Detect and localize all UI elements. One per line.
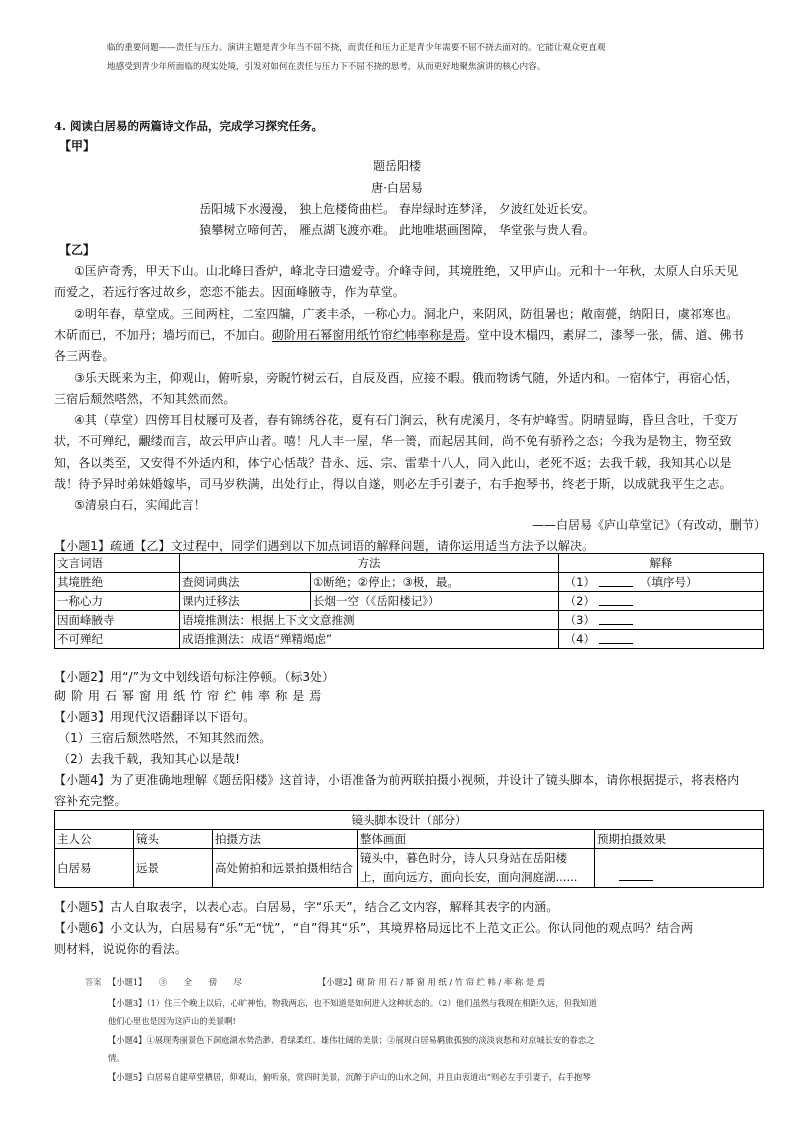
row3-answer[interactable] bbox=[559, 611, 764, 630]
answer-5: 【小题5】白居易自建草堂栖居，仰观山，俯听泉，赏四时美景，沉醉于庐山的山水之间，并且由衷道出“则必左手引妻子，右手抱琴 bbox=[108, 1072, 591, 1082]
answer-1: 【小题1】 ③ 全 傍 尽 bbox=[108, 977, 242, 987]
prose-p4-line-4: 哉！待予异时弟妹婚嫁毕，司马岁秩满，出处行止，得以自遂，则必左手引妻子，右手抱琴书，终老于斯，以成就我平生之志。 bbox=[54, 477, 732, 491]
shot-table-title: 镜头脚本设计（部分） bbox=[55, 811, 764, 830]
answer-blank[interactable] bbox=[599, 614, 633, 625]
shot-table-title-row bbox=[55, 811, 764, 830]
shot-script-table bbox=[54, 810, 764, 888]
answer-3-line-1: 【小题3】（1）住三个晚上以后，心旷神怡，物我两忘，也不知道是如何进入这种状态的。（2）他们虽然与我现在相距久远，但我知道 bbox=[108, 998, 597, 1008]
section-jia-mark: 【甲】 bbox=[59, 139, 96, 153]
header-filming-method: 拍摄方法 bbox=[213, 830, 358, 849]
prose-p1-line-2: 而爱之，若远行客过故乡，恋恋不能去。因面峰腋寺，作为草堂。 bbox=[54, 285, 405, 299]
sub2-sentence: 砌 阶 用 石 幂 窗 用 纸 竹 帘 纻 帏 率 称 是 焉 bbox=[54, 689, 322, 703]
scene-line-1: 镜头中，暮色时分，诗人只身站在岳阳楼 bbox=[360, 851, 567, 865]
table-row bbox=[55, 573, 764, 592]
row2-answer[interactable] bbox=[559, 592, 764, 611]
row4-method: 成语推测法：成语“殚精竭虑” bbox=[180, 630, 559, 649]
prose-p3-line-1: ③乐天既来为主，仰观山，俯听泉，旁睨竹树云石，自辰及酉，应接不暇。俄而物诱气随，外适内和。一宿体宁，再宿心恬， bbox=[74, 371, 739, 385]
answers-label: 答案 bbox=[85, 977, 102, 987]
sub6-prompt-line-1: 【小题6】小文认为，白居易有“乐”无“忧”，“自”得其“乐”，其境界格局远比不上范文正公。你认同他的观点吗？结合两 bbox=[54, 921, 694, 935]
prose-p5: ⑤清泉白石，实闻此言！ bbox=[74, 498, 206, 512]
top-note-line-2: 地感受到青少年所面临的现实处境，引发对如何在责任与压力下不屈不挠的思考，从而更好地聚焦演讲的核心内容。 bbox=[107, 62, 546, 72]
header-word: 文言词语 bbox=[55, 554, 180, 573]
sub3-item-2: （2）去我千载，我知其心以是哉! bbox=[58, 752, 241, 766]
prose-p2-line-1: ②明年春，草堂成。三间两柱，二室四牖，广袤丰杀，一称心力。洞北户，来阴风，防徂暑也；敞南甍，纳阳日，虞祁寒也。 bbox=[74, 307, 739, 321]
row2-method: 课内迁移法 bbox=[180, 592, 311, 611]
row1-answer-prefix: （1） bbox=[564, 575, 595, 589]
row3-method: 语境推测法：根据上下文文意推测 bbox=[180, 611, 559, 630]
row1-answer[interactable] bbox=[559, 573, 764, 592]
row4-word: 不可殚纪 bbox=[55, 630, 180, 649]
question-4-title: 4. 阅读白居易的两篇诗文作品，完成学习探究任务。 bbox=[54, 119, 324, 133]
row1-method: 查阅词典法 bbox=[180, 573, 311, 592]
shot-type: 远景 bbox=[134, 849, 213, 888]
prose-p2-pre: 木斫而已，不加丹；墙圬而已，不加白。 bbox=[54, 328, 272, 342]
sub3-prompt: 【小题3】用现代汉语翻译以下语句。 bbox=[54, 710, 256, 724]
sub6-prompt-line-2: 则材料，说说你的看法。 bbox=[54, 942, 188, 956]
vocab-table-header bbox=[55, 554, 764, 573]
answer-2: 【小题2】砌 阶 用 石 / 幂 窗 用 纸 / 竹 帘 纻 帏 / 率 称 是 焉 bbox=[318, 977, 546, 987]
row1-word: 其境胜绝 bbox=[55, 573, 180, 592]
sub2-prompt: 【小题2】用“/”为文中划线语句标注停顿。（标3处） bbox=[54, 670, 335, 684]
row4-answer-prefix: （4） bbox=[564, 632, 595, 646]
header-expected-effect: 预期拍摄效果 bbox=[595, 830, 764, 849]
header-scene: 整体画面 bbox=[358, 830, 595, 849]
shot-table-header bbox=[55, 830, 764, 849]
sub5-prompt: 【小题5】古人自取表字，以表心志。白居易，字“乐天”，结合乙文内容，解释其表字的内涵。 bbox=[54, 900, 559, 914]
prose-p2-line-2 bbox=[54, 326, 744, 343]
row1-answer-suffix: （填序号） bbox=[639, 575, 698, 589]
header-protagonist: 主人公 bbox=[55, 830, 134, 849]
table-row bbox=[55, 849, 764, 888]
prose-p2-line-3: 各三两卷。 bbox=[54, 349, 115, 363]
underlined-sentence: 砌阶用石幂窗用纸竹帘纻帏率称是焉 bbox=[271, 328, 466, 342]
poem-line-2: 猿攀树立啼何苦， 雁点湖飞渡亦难。 此地唯堪画图障， 华堂张与贵人看。 bbox=[199, 223, 595, 237]
table-row bbox=[55, 611, 764, 630]
row2-word: 一称心力 bbox=[55, 592, 180, 611]
shot-scene bbox=[358, 849, 595, 888]
table-row bbox=[55, 630, 764, 649]
sub1-prompt: 【小题1】疏通【乙】文过程中，同学们遇到以下加点词语的解释问题，请你运用适当方法予以解决。 bbox=[54, 539, 595, 553]
shot-method: 高处俯拍和远景拍摄相结合 bbox=[213, 849, 358, 888]
sub4-prompt-line-2: 容补充完整。 bbox=[54, 794, 127, 808]
row4-answer[interactable] bbox=[559, 630, 764, 649]
header-shot: 镜头 bbox=[134, 830, 213, 849]
answer-4-line-2: 情。 bbox=[108, 1053, 125, 1063]
top-note-line-1: 临的重要问题——责任与压力。演讲主题是青少年当不屈不挠，而责任和压力正是青少年需要不屈不挠去面对的。它能让观众更直观 bbox=[107, 43, 606, 53]
row3-answer-prefix: （3） bbox=[564, 613, 595, 627]
poem-author: 唐·白居易 bbox=[371, 181, 423, 195]
answer-4-line-1: 【小题4】①展现秀丽景色下洞庭湖水势浩渺、看绿柔红、雄伟壮阔的美景；②展现白居易羁旅孤独的淡淡哀愁和对京城长安的眷恋之 bbox=[108, 1035, 595, 1045]
row2-detail: 长烟一空（《岳阳楼记》） bbox=[311, 592, 559, 611]
row1-detail: ①断绝；②停止；③极，最。 bbox=[311, 573, 559, 592]
prose-p4-line-3: 知，各以类至，又安得不外适内和，体宁心恬哉？昔永、远、宗、雷辈十八人，同入此山，老死不返；去我千载，我知其心以是 bbox=[54, 456, 732, 470]
vocab-table bbox=[54, 553, 764, 649]
row2-answer-prefix: （2） bbox=[564, 594, 595, 608]
prose-p2-post: 。堂中设木榻四，素屏二，漆琴一张，儒、道、佛书 bbox=[465, 328, 744, 342]
prose-p3-line-2: 三宿后颓然嗒然，不知其然而然。 bbox=[54, 392, 236, 406]
shot-protagonist: 白居易 bbox=[55, 849, 134, 888]
section-yi-mark: 【乙】 bbox=[59, 243, 96, 257]
answer-blank[interactable] bbox=[599, 576, 633, 587]
header-explanation: 解释 bbox=[559, 554, 764, 573]
table-row bbox=[55, 592, 764, 611]
answer-blank[interactable] bbox=[619, 870, 653, 881]
prose-p4-line-1: ④其（草堂）四傍耳目杖屦可及者，春有锦绣谷花，夏有石门涧云，秋有虎溪月，冬有炉峰雪。阴晴显晦，昏旦含吐，千变万 bbox=[74, 413, 739, 427]
row3-word: 因面峰腋寺 bbox=[55, 611, 180, 630]
poem-title: 题岳阳楼 bbox=[372, 159, 421, 173]
prose-p1-line-1: ①匡庐奇秀，甲天下山。山北峰曰香炉，峰北寺曰遗爱寺。介峰寺间，其境胜绝，又甲庐山。元和十一年秋，太原人白乐天见 bbox=[74, 264, 739, 278]
expected-effect-cell[interactable] bbox=[595, 849, 764, 888]
scene-line-2: 上，面向远方，面向长安，面向洞庭湖...... bbox=[360, 870, 578, 884]
answer-blank[interactable] bbox=[599, 633, 633, 644]
sub4-prompt-line-1: 【小题4】为了更准确地理解《题岳阳楼》这首诗，小语准备为前两联拍摄小视频，并设计了镜头脚本，请你根据提示，将表格内 bbox=[54, 773, 740, 787]
answer-blank[interactable] bbox=[599, 595, 633, 606]
header-method: 方法 bbox=[180, 554, 559, 573]
answer-3-line-2: 他们心里也是因为这庐山的美景啊! bbox=[108, 1016, 236, 1026]
sub3-item-1: （1）三宿后颓然嗒然，不知其然而然。 bbox=[58, 731, 272, 745]
poem-line-1: 岳阳城下水漫漫， 独上危楼倚曲栏。 春岸绿时连梦泽， 夕波红处近长安。 bbox=[199, 202, 595, 216]
prose-p4-line-2: 状，不可殚纪，覼缕而言，故云甲庐山者。嘻！凡人丰一屋，华一箦，而起居其间，尚不免有骄矜之态；今我为是物主，物至致 bbox=[54, 434, 732, 448]
source-citation: ——白居易《庐山草堂记》（有改动，删节） bbox=[531, 518, 766, 532]
